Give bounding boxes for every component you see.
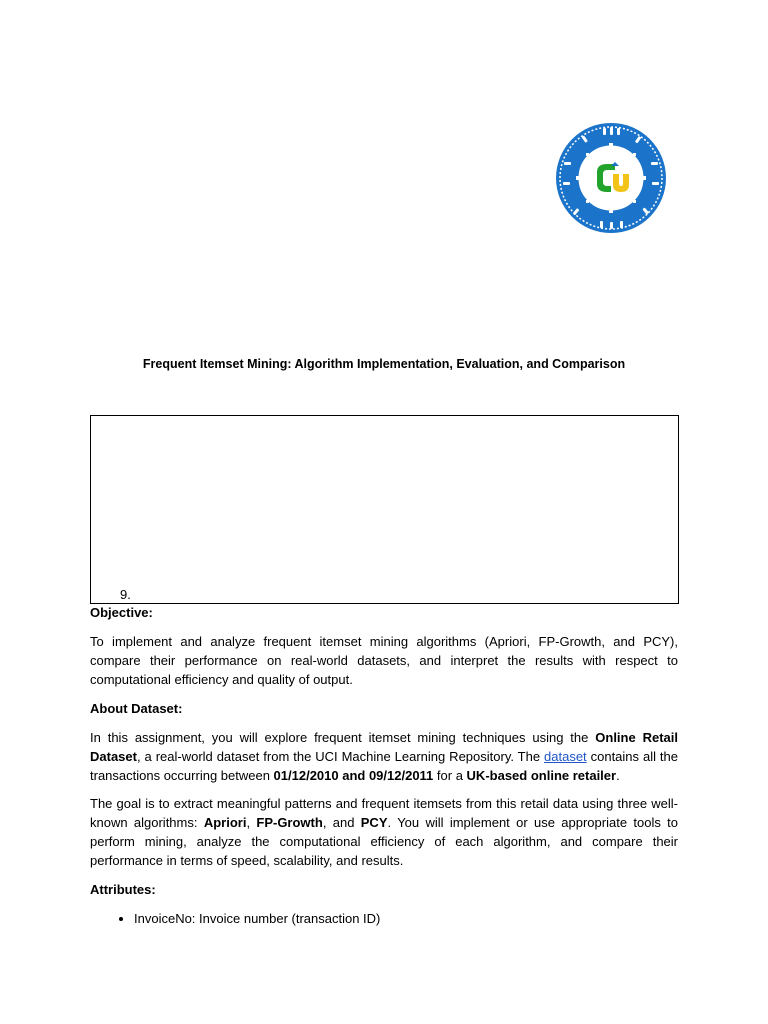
about-p1-bold-retailer: UK-based online retailer xyxy=(466,768,617,783)
attributes-heading: Attributes: xyxy=(90,882,156,897)
seal-graphic xyxy=(555,122,667,234)
about-p1-text-2: , a real-world dataset from the UCI Machine Learning Repository. The xyxy=(136,749,545,764)
about-p2-text-4: . You will implement or use appropriate tools to perform mining, analyze the computational efficiency of each algorithm, and compare their performance in terms of speed, scalability, and results. xyxy=(90,815,678,868)
about-p2-text-1: The goal is to extract meaningful patterns and frequent itemsets from this retail data using three well-known algorithms: xyxy=(90,796,678,830)
about-p2-bold-pcy: PCY xyxy=(360,815,388,830)
about-p2-text-3: , and xyxy=(322,815,361,830)
about-dataset-paragraph-2 xyxy=(90,794,678,870)
objective-text: To implement and analyze frequent itemset mining algorithms (Apriori, FP-Growth, and PCY), compare their performance on real-world datasets, and interpret the results with respect to computational efficiency and quality of output. xyxy=(90,634,678,687)
about-p1-bold-dates: 01/12/2010 and 09/12/2011 xyxy=(273,768,434,783)
dataset-link[interactable]: dataset xyxy=(544,749,587,764)
box-list-number: 9. xyxy=(120,587,131,602)
about-p1-text-5: . xyxy=(616,768,620,783)
about-p1-text-1: In this assignment, you will explore frequent itemset mining techniques using the xyxy=(90,730,596,745)
about-p2-bold-apriori: Apriori xyxy=(203,815,247,830)
university-seal-logo xyxy=(555,122,667,234)
about-p2-text-2: , xyxy=(246,815,257,830)
document-title: Frequent Itemset Mining: Algorithm Implementation, Evaluation, and Comparison xyxy=(142,357,626,371)
document-body xyxy=(90,603,678,928)
objective-heading: Objective: xyxy=(90,605,153,620)
about-p1-text-3: contains all the transactions occurring between xyxy=(90,749,678,783)
about-p1-text-4: for a xyxy=(433,768,467,783)
about-dataset-paragraph-1 xyxy=(90,728,678,785)
about-dataset-heading: About Dataset: xyxy=(90,701,183,716)
about-p2-bold-fpgrowth: FP-Growth xyxy=(256,815,323,830)
bordered-box xyxy=(90,415,679,604)
about-p1-bold-dataset-name: Online Retail Dataset xyxy=(90,730,678,764)
attribute-item: • InvoiceNo: Invoice number (transaction ID) xyxy=(134,909,678,928)
attributes-list xyxy=(90,909,678,928)
